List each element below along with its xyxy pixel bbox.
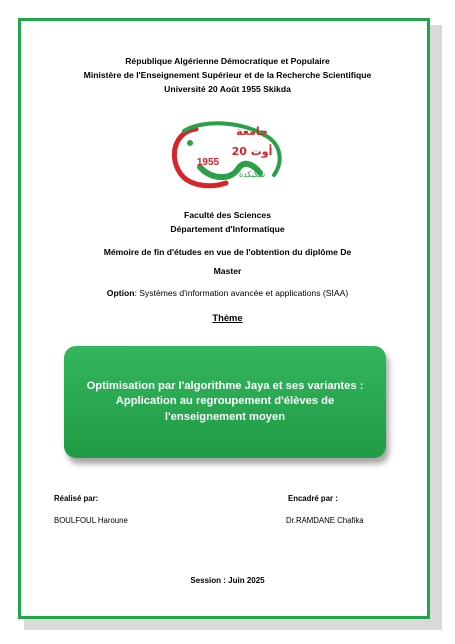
university-name: Université 20 Août 1955 Skikda [164,84,291,94]
encadre-label: Encadré par : [288,494,338,503]
theme-label: Thème [212,312,243,323]
theme-box [64,346,386,458]
faculty-name: Faculté des Sciences [184,210,271,220]
department-name: Département d'Informatique [170,224,285,234]
logo-year: 1955 [196,157,220,168]
logo-arabic-top: جامعة [236,125,268,138]
option-line [0,288,455,299]
theme-title-line-2: Application au regroupement d'élèves de [115,395,335,408]
theme-title-line-1: Optimisation par l'algorithme Jaya et ses variantes : [86,379,364,392]
theme-title-line-3: l'enseignement moyen [164,410,286,423]
logo-arabic-date: 20 أوت [231,145,273,158]
option-value: : Systèmes d'information avancée et applications (SIAA) [134,288,349,298]
memoire-line-2: Master [213,266,242,276]
memoire-line-1: Mémoire de fin d'études en vue de l'obtention du diplôme De [103,247,352,257]
university-logo [156,115,291,197]
student-name: BOULFOUL Haroune [54,516,128,525]
republic-name: République Algérienne Démocratique et Populaire [125,56,330,66]
option-label: Option [106,288,135,298]
theme-title [75,379,375,426]
session-date: Session : Juin 2025 [190,576,265,585]
supervisor-name: Dr.RAMDANE Chafika [286,516,364,525]
logo-arabic-city: سكيكدة [238,170,266,179]
ministry-name: Ministère de l'Enseignement Supérieur et de la Recherche Scientifique [83,70,372,80]
realise-label: Réalisé par: [54,494,99,503]
